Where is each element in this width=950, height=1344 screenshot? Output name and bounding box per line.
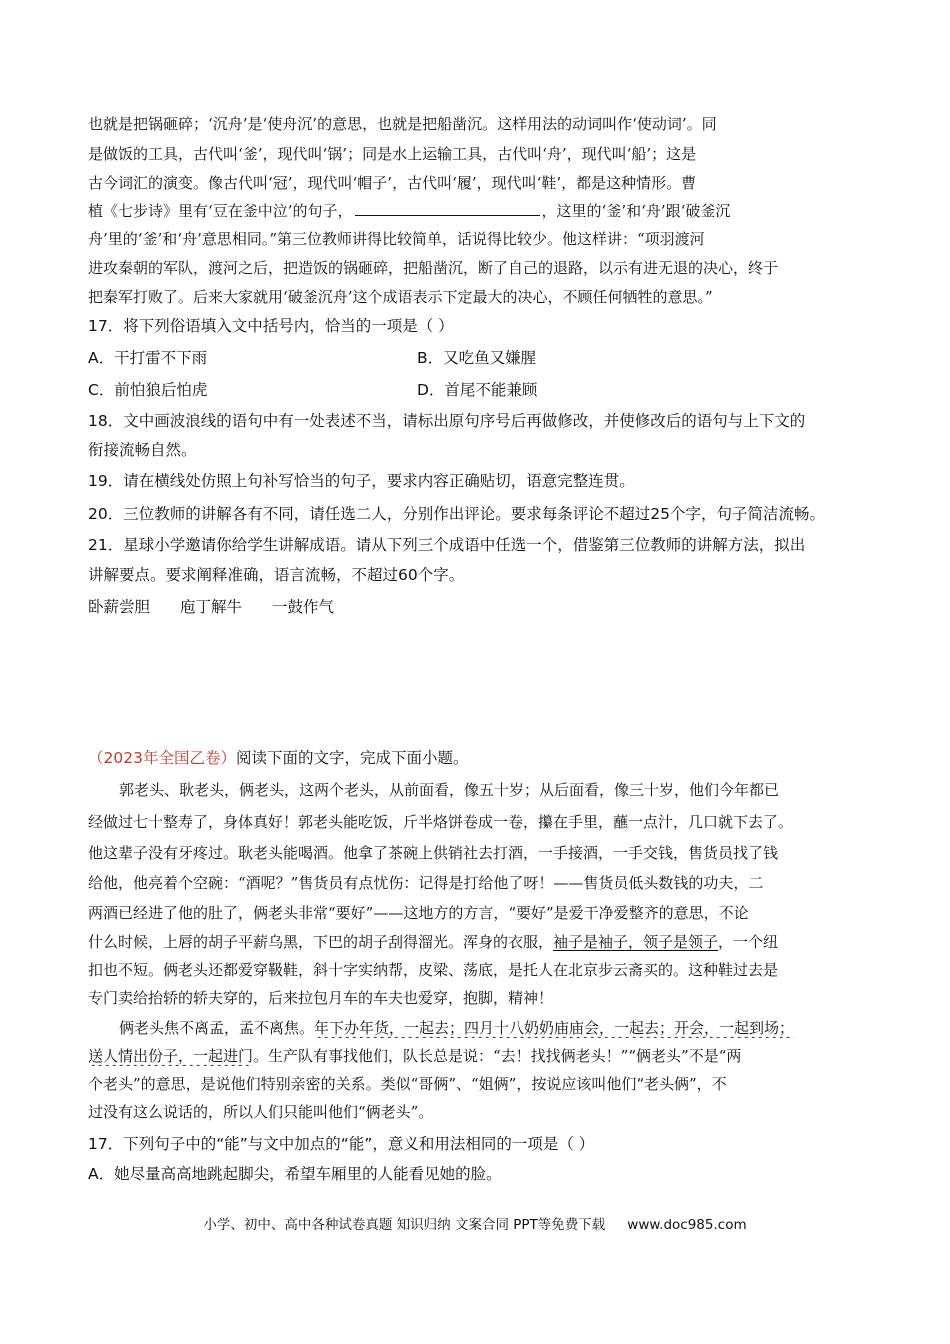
option-d[interactable]: D．首尾不能兼顾	[417, 381, 538, 399]
passage-line: 舟’里的‘釜’和‘舟’意思相同。”第三位教师讲得比较简单，话说得比较少。他这样讲：“项羽渡河	[88, 230, 705, 248]
idiom-list	[88, 597, 878, 617]
passage-line	[88, 812, 858, 832]
section-intro: 阅读下面的文字，完成下面小题。	[235, 749, 469, 767]
passage-line: 进攻秦朝的军队，渡河之后，把造饭的锅砸碎，把船凿沉，断了自己的退路，以示有进无退的决心，终于	[88, 259, 779, 277]
fill-in-blank[interactable]	[355, 201, 540, 216]
passage-text: ，这里的‘釜’和‘舟’跟‘破釜沉	[541, 202, 731, 220]
passage-line: 也就是把锅砸碎；‘沉舟’是‘使舟沉’的意思，也就是把船凿沉。这样用法的动词叫作‘使动词’。同	[88, 115, 717, 133]
option-c[interactable]: C．前怕狼后怕虎	[88, 381, 208, 399]
passage-line	[119, 1018, 859, 1038]
passage-text: 经做过七十整寿了，身体真好！郭老头	[88, 813, 344, 831]
question-19: 19．请在横线处仿照上句补写恰当的句子，要求内容正确贴切，语意完整连贯。	[88, 472, 635, 490]
passage-line: 给他，他亮着个空碗：“酒呢？”售货员有点忧伤：记得是打给他了呀！——售货员低头数钱的功夫，二	[88, 874, 764, 892]
passage-line: 专门卖给抬轿的轿夫穿的，后来拉包月车的车夫也爱穿，抱脚，精神！	[88, 989, 554, 1007]
option-a[interactable]: A．干打雷不下雨	[88, 349, 208, 367]
underlined-phrase: 袖子是袖子，领子是领子	[553, 933, 719, 951]
question-18-cont: 衔接流畅自然。	[88, 441, 197, 459]
passage-line: 过没有这么说话的，所以人们只能叫他们“俩老头”。	[88, 1103, 434, 1121]
passage-line: 是做饭的工具，古代叫‘釜’，现代叫‘锅’；同是水上运输工具，古代叫‘舟’，现代叫‘船’；这是	[88, 145, 697, 163]
passage-line: 两酒已经进了他的肚了，俩老头非常“要好”——这地方的方言，“要好”是爱干净爱整齐的意思，不论	[88, 904, 749, 922]
passage-text: 植《七步诗》里有‘豆在釜中泣’的句子，	[88, 202, 353, 220]
passage-text: 俩老头焦不离孟，孟不离焦。	[119, 1019, 315, 1037]
passage-text: 吃饭，斤半烙饼卷成一卷，攥在手里，蘸一点汁，几口就下去了。	[358, 813, 794, 831]
passage-text: 什么时候，上唇的胡子平薪乌黑，下巴的胡子刮得溜光。浑身的衣服，	[88, 933, 554, 951]
wavy-underlined-text: 年下办年货，一起去；四月十八奶奶庙庙会，一起去；开会，一起到场；	[314, 1019, 795, 1037]
passage-line	[88, 201, 858, 221]
idiom-item: 庖丁解牛	[180, 598, 243, 616]
idiom-item: 一鼓作气	[272, 598, 335, 616]
passage-line: 扣也不短。俩老头还都爱穿靸鞋，斜十字实纳帮，皮梁、荡底，是托人在北京步云斋买的。这种鞋过去是	[88, 961, 779, 979]
option-a-b[interactable]: A．她尽量高高地跳起脚尖，希望车厢里的人能看见她的脸。	[88, 1165, 502, 1183]
question-21-cont: 讲解要点。要求阐释准确，语言流畅，不超过60个字。	[88, 566, 465, 584]
passage-line: 古今词汇的演变。像古代叫‘冠’，现代叫‘帽子’，古代叫‘履’，现代叫‘鞋’，都是这种情形。曹	[88, 174, 697, 192]
option-b[interactable]: B．又吃鱼又嫌腥	[417, 349, 537, 367]
question-17: 17．将下列俗语填入文中括号内，恰当的一项是（ ）	[88, 317, 454, 335]
source-label: （2023年全国乙卷）	[88, 749, 236, 767]
passage-line	[88, 1046, 858, 1066]
footer-site-link[interactable]: www.doc985.com	[627, 1217, 747, 1233]
question-21: 21．星球小学邀请你给学生讲解成语。请从下列三个成语中任选一个，借鉴第三位教师的讲解方法，拟出	[88, 536, 806, 554]
passage-text: 。生产队有事找他们，队长总是说：“去！找找俩老头！”“俩老头”不是“两	[253, 1047, 742, 1065]
dotted-word: 能	[343, 813, 359, 831]
question-20: 20．三位教师的讲解各有不同，请任选二人，分别作出评论。要求每条评论不超过25个字，句子简洁流畅。	[88, 505, 825, 523]
question-18: 18．文中画波浪线的语句中有一处表述不当，请标出原句序号后再做修改，并使修改后的语句与上下文的	[88, 412, 806, 430]
passage-line: 他这辈子没有牙疼过。耿老头能喝酒。他拿了茶碗上供销社去打酒，一手接酒，一手交钱，售货员找了钱	[88, 844, 779, 862]
passage-line	[88, 932, 858, 952]
question-17-b: 17．下列句子中的“能”与文中加点的“能”，意义和用法相同的一项是（ ）	[88, 1135, 595, 1153]
footer-text: 小学、初中、高中各种试卷真题 知识归纳 文案合同 PPT等免费下载	[203, 1217, 606, 1233]
passage-line: 把秦军打败了。后来大家就用‘破釜沉舟’这个成语表示下定最大的决心，不顾任何牺牲的意思。”	[88, 288, 713, 306]
section-heading	[88, 748, 878, 768]
idiom-item: 卧薪尝胆	[88, 598, 151, 616]
passage-line: 个老头”的意思，是说他们特别亲密的关系。类似“哥俩”、“姐俩”，按说应该叫他们“老头俩”，不	[88, 1075, 727, 1093]
passage-text: ，一个纽	[718, 933, 779, 951]
page-footer	[0, 1213, 950, 1233]
passage-line: 郭老头、耿老头，俩老头，这两个老头，从前面看，像五十岁；从后面看，像三十岁，他们今年都已	[119, 781, 780, 799]
wavy-underlined-text: 送人情出份子，一起进门	[88, 1047, 254, 1065]
